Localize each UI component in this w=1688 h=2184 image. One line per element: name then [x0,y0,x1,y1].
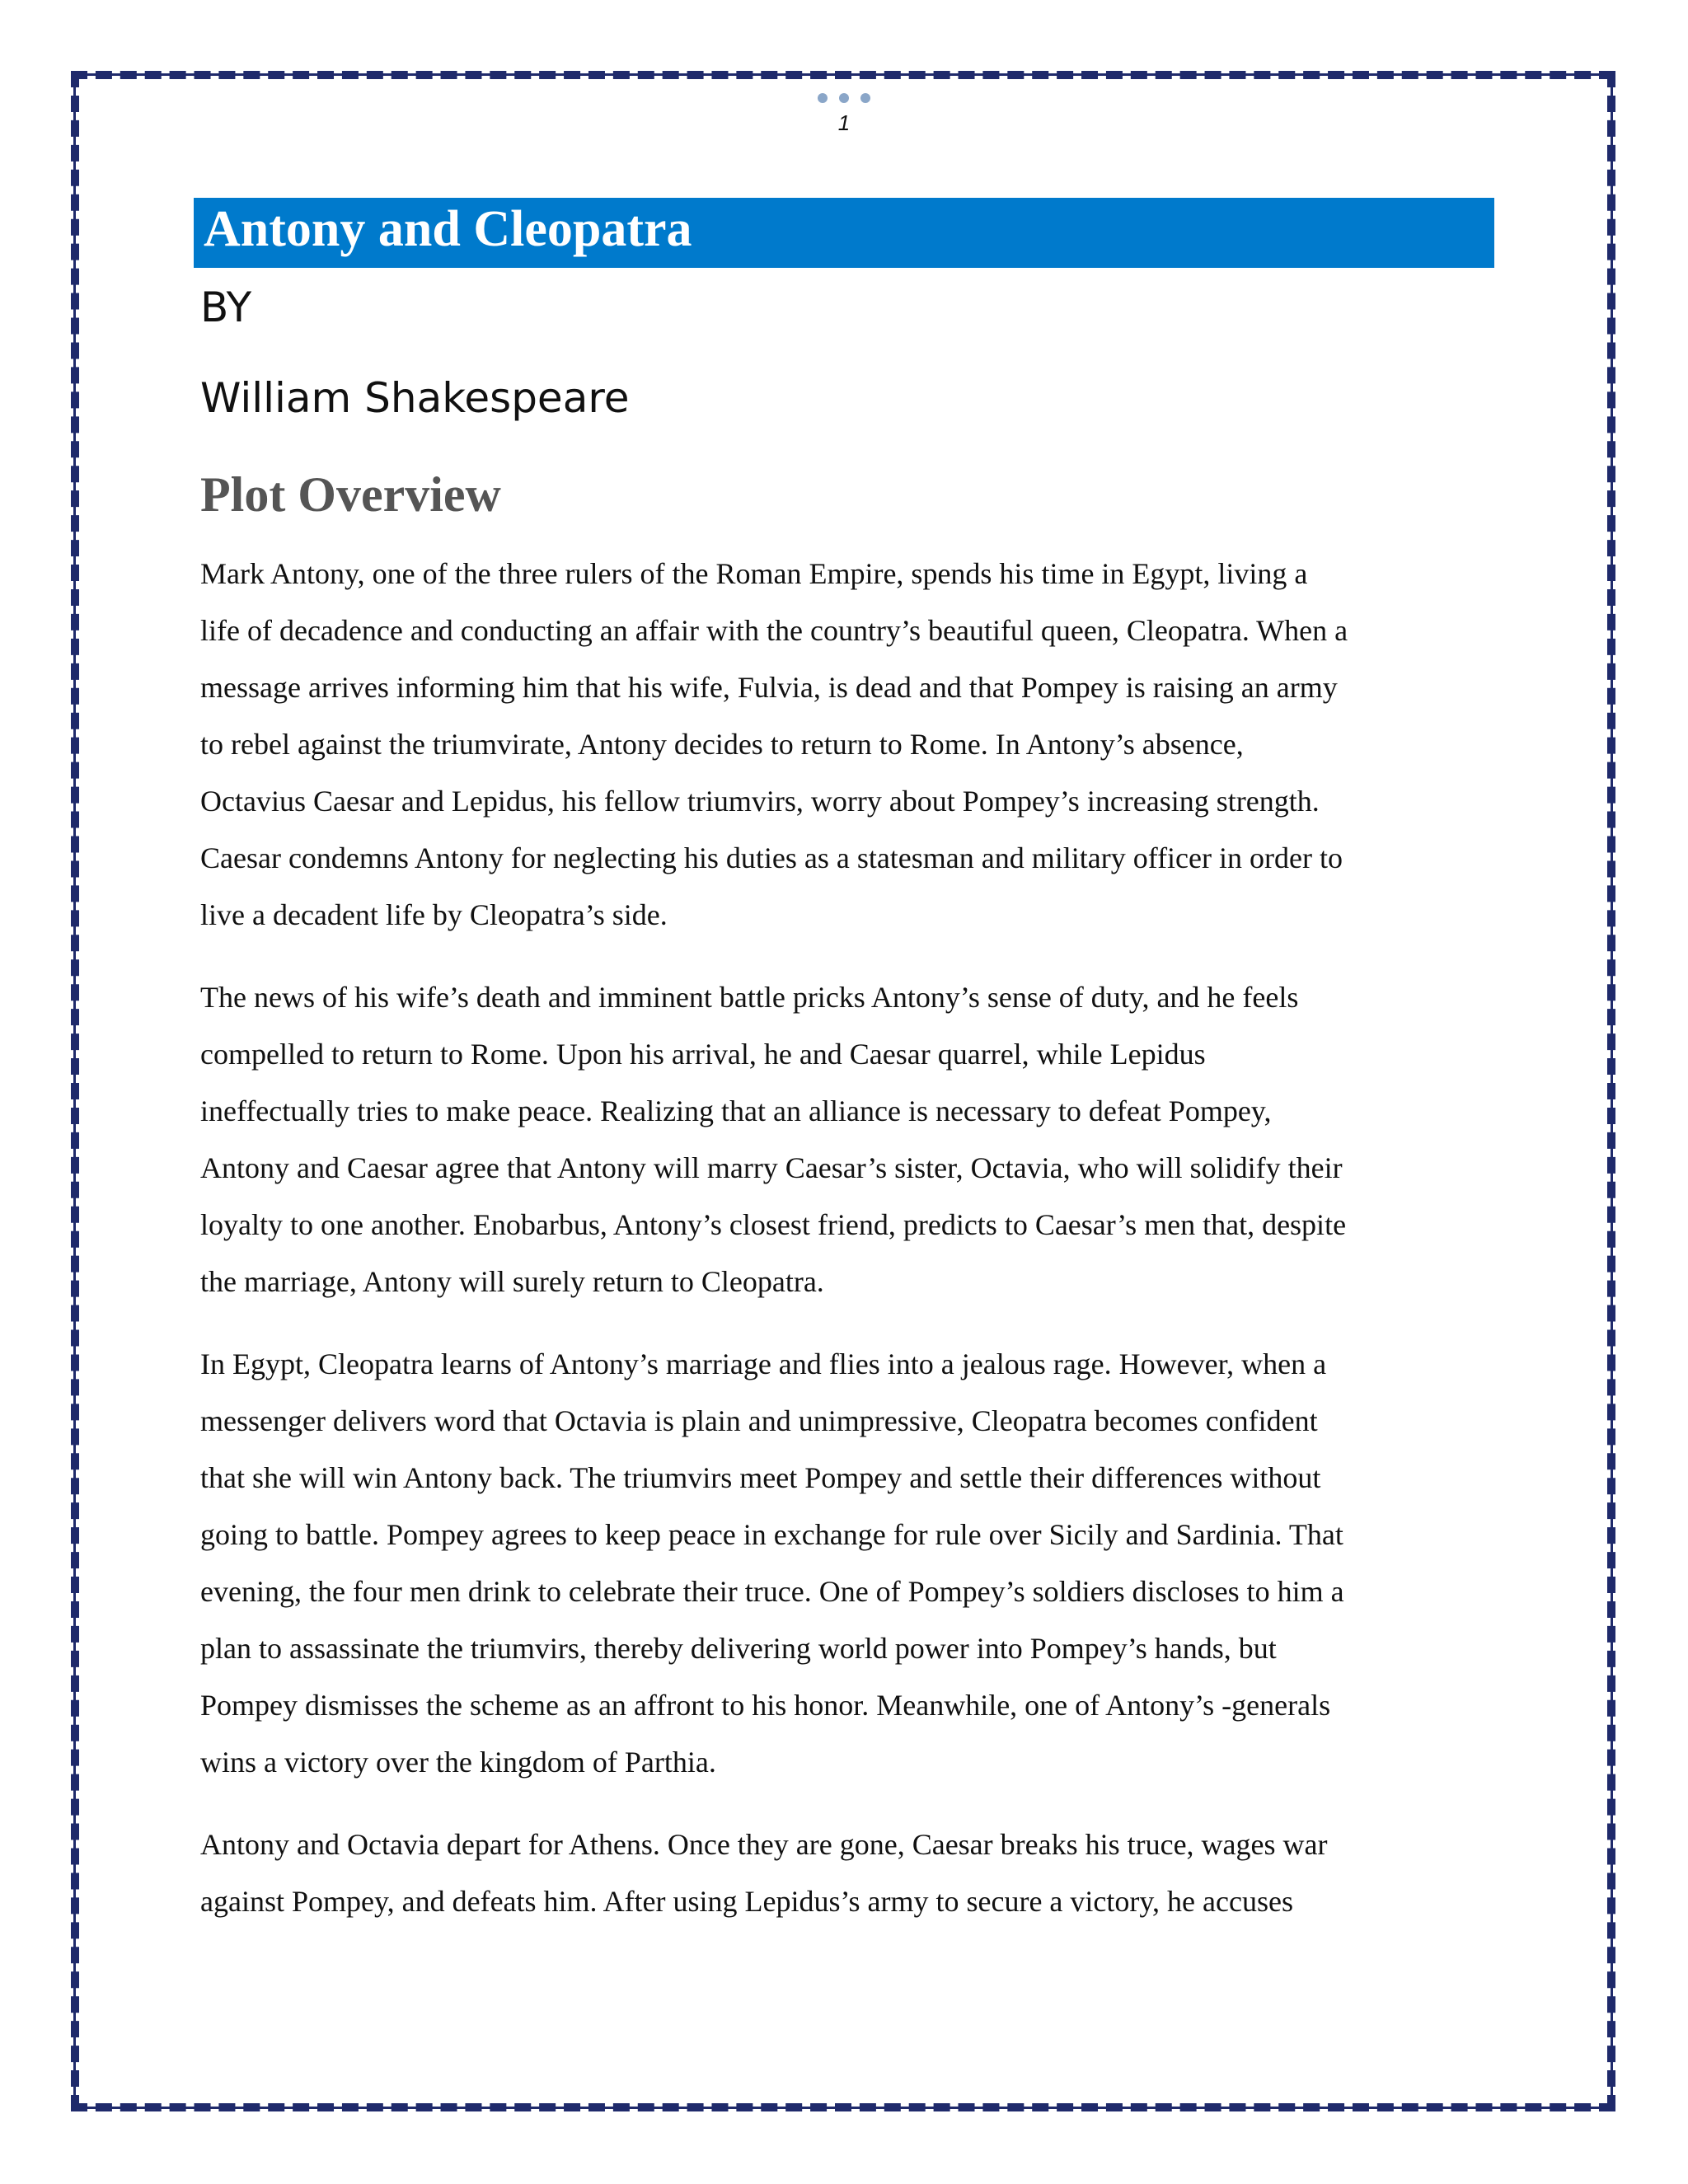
text-line: Caesar condemns Antony for neglecting his duties as a statesman and military officer in order to [200,841,1343,874]
text-line: loyalty to one another. Enobarbus, Antony’s closest friend, predicts to Caesar’s men that, despite [200,1208,1347,1241]
body-text [200,546,1494,1956]
text-line: the marriage, Antony will surely return to Cleopatra. [200,1265,824,1298]
text-line: Antony and Caesar agree that Antony will marry Caesar’s sister, Octavia, who will solidify their [200,1151,1343,1184]
header-dots [0,92,1688,107]
text-line: In Egypt, Cleopatra learns of Antony’s marriage and flies into a jealous rage. However, when a [200,1347,1327,1380]
text-line: message arrives informing him that his wife, Fulvia, is dead and that Pompey is raising an army [200,671,1338,704]
text-line: compelled to return to Rome. Upon his arrival, he and Caesar quarrel, while Lepidus [200,1038,1206,1071]
header-dot [818,93,828,103]
header-dot [839,93,849,103]
header-dot [860,93,870,103]
text-line: plan to assassinate the triumvirs, thereby delivering world power into Pompey’s hands, but [200,1632,1277,1665]
text-line: wins a victory over the kingdom of Parthia. [200,1746,716,1779]
text-line: that she will win Antony back. The triumvirs meet Pompey and settle their differences without [200,1461,1321,1494]
document-title: Antony and Cleopatra [204,201,692,257]
page-number: 1 [837,110,851,135]
paragraph [200,1816,1494,1930]
text-line: Octavius Caesar and Lepidus, his fellow triumvirs, worry about Pompey’s increasing strength. [200,785,1320,818]
text-line: Mark Antony, one of the three rulers of the Roman Empire, spends his time in Egypt, living a [200,557,1308,590]
paragraph [200,546,1494,944]
text-line: going to battle. Pompey agrees to keep peace in exchange for rule over Sicily and Sardinia. That [200,1518,1343,1551]
byline-by: BY [200,284,252,331]
text-line: messenger delivers word that Octavia is plain and unimpressive, Cleopatra becomes confident [200,1404,1318,1437]
text-line: evening, the four men drink to celebrate their truce. One of Pompey’s soldiers discloses to him a [200,1575,1344,1608]
text-line: against Pompey, and defeats him. After using Lepidus’s army to secure a victory, he accuses [200,1885,1293,1918]
paragraph [200,1336,1494,1791]
text-line: live a decadent life by Cleopatra’s side. [200,898,668,931]
text-line: The news of his wife’s death and imminent battle pricks Antony’s sense of duty, and he feels [200,981,1299,1014]
text-line: Pompey dismisses the scheme as an affront to his honor. Meanwhile, one of Antony’s -generals [200,1689,1331,1722]
paragraph [200,969,1494,1310]
title-bar [194,198,1494,268]
text-line: Antony and Octavia depart for Athens. Once they are gone, Caesar breaks his truce, wages war [200,1828,1328,1861]
section-heading: Plot Overview [200,467,501,522]
byline-author: William Shakespeare [200,374,630,422]
text-line: life of decadence and conducting an affair with the country’s beautiful queen, Cleopatra. When a [200,614,1348,647]
text-line: ineffectually tries to make peace. Realizing that an alliance is necessary to defeat Pompey, [200,1094,1272,1127]
text-line: to rebel against the triumvirate, Antony decides to return to Rome. In Antony’s absence, [200,728,1244,761]
